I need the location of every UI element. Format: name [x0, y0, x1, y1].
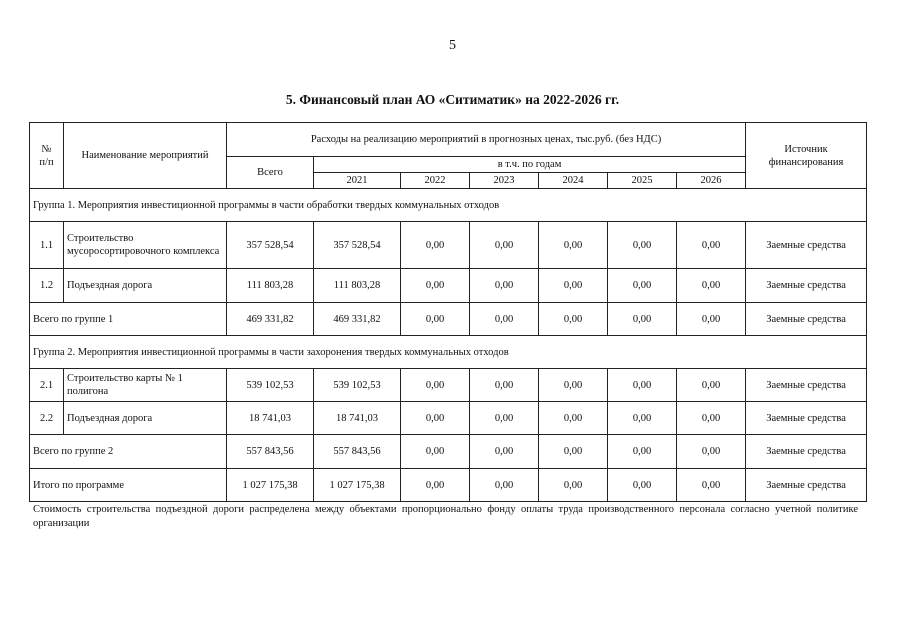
grand-total-year-value: 0,00	[470, 469, 539, 502]
grand-total-label: Итого по программе	[30, 469, 227, 502]
row-name: Подъездная дорога	[64, 269, 227, 303]
row-total: 357 528,54	[227, 222, 314, 269]
row-num: 2.2	[30, 402, 64, 435]
row-year-value: 0,00	[608, 269, 677, 303]
subtotal-year-value: 0,00	[470, 303, 539, 336]
row-year-value: 0,00	[677, 269, 746, 303]
subtotal-year-value: 0,00	[677, 435, 746, 469]
subtotal-year-value: 557 843,56	[314, 435, 401, 469]
row-year-value: 0,00	[539, 402, 608, 435]
row-year-value: 0,00	[470, 222, 539, 269]
subtotal-row	[30, 435, 867, 469]
row-year-value: 0,00	[470, 369, 539, 402]
header-name: Наименование мероприятий	[64, 123, 227, 189]
row-num: 1.1	[30, 222, 64, 269]
row-year-value: 0,00	[677, 369, 746, 402]
header-total: Всего	[227, 157, 314, 189]
row-year-value: 0,00	[539, 269, 608, 303]
row-source: Заемные средства	[746, 369, 867, 402]
header-year: 2024	[539, 173, 608, 189]
table-row	[30, 369, 867, 402]
row-total: 18 741,03	[227, 402, 314, 435]
row-year-value: 0,00	[539, 369, 608, 402]
subtotal-year-value: 0,00	[608, 303, 677, 336]
document-title: 5. Финансовый план АО «Ситиматик» на 2022-2026 гг.	[285, 92, 620, 107]
row-year-value: 0,00	[401, 369, 470, 402]
row-year-value: 0,00	[608, 369, 677, 402]
header-source: Источник финансирования	[746, 123, 867, 189]
grand-total-year-value: 0,00	[539, 469, 608, 502]
header-year: 2025	[608, 173, 677, 189]
subtotal-year-value: 0,00	[401, 435, 470, 469]
grand-total-year-value: 0,00	[401, 469, 470, 502]
table-row	[30, 269, 867, 303]
subtotal-label: Всего по группе 2	[30, 435, 227, 469]
subtotal-year-value: 0,00	[470, 435, 539, 469]
subtotal-total: 469 331,82	[227, 303, 314, 336]
grand-total-year-value: 0,00	[677, 469, 746, 502]
group-title: Группа 1. Мероприятия инвестиционной программы в части обработки твердых коммунальных отходов	[30, 189, 867, 222]
header-year: 2021	[314, 173, 401, 189]
header-year: 2026	[677, 173, 746, 189]
grand-total-source: Заемные средства	[746, 469, 867, 502]
row-year-value: 0,00	[608, 222, 677, 269]
header-year: 2022	[401, 173, 470, 189]
row-year-value: 0,00	[470, 402, 539, 435]
row-year-value: 0,00	[677, 222, 746, 269]
header-num: № п/п	[30, 123, 64, 189]
header-expenses: Расходы на реализацию мероприятий в прогнозных ценах, тыс.руб. (без НДС)	[227, 123, 746, 157]
grand-total-year-value: 1 027 175,38	[314, 469, 401, 502]
subtotal-row	[30, 303, 867, 336]
grand-total-total: 1 027 175,38	[227, 469, 314, 502]
subtotal-year-value: 469 331,82	[314, 303, 401, 336]
subtotal-source: Заемные средства	[746, 303, 867, 336]
row-name: Строительство мусоросортировочного комплекса	[64, 222, 227, 269]
row-num: 1.2	[30, 269, 64, 303]
header-year: 2023	[470, 173, 539, 189]
row-year-value: 0,00	[401, 269, 470, 303]
row-year-value: 0,00	[401, 222, 470, 269]
row-source: Заемные средства	[746, 402, 867, 435]
subtotal-year-value: 0,00	[401, 303, 470, 336]
grand-total-row	[30, 469, 867, 502]
subtotal-year-value: 0,00	[539, 435, 608, 469]
row-name: Подъездная дорога	[64, 402, 227, 435]
grand-total-year-value: 0,00	[608, 469, 677, 502]
row-source: Заемные средства	[746, 222, 867, 269]
row-year-value: 0,00	[470, 269, 539, 303]
footnote: Стоимость строительства подъездной дороги распределена между объектами пропорционально фонду оплаты труда производственного персонала согласно учетной политике организации	[33, 504, 858, 529]
financial-plan-table	[29, 122, 867, 502]
row-source: Заемные средства	[746, 269, 867, 303]
subtotal-label: Всего по группе 1	[30, 303, 227, 336]
row-total: 539 102,53	[227, 369, 314, 402]
row-year-value: 0,00	[539, 222, 608, 269]
page-number: 5	[449, 38, 456, 53]
table-row	[30, 222, 867, 269]
row-year-value: 0,00	[608, 402, 677, 435]
subtotal-year-value: 0,00	[608, 435, 677, 469]
table-row	[30, 402, 867, 435]
subtotal-total: 557 843,56	[227, 435, 314, 469]
row-name: Строительство карты № 1 полигона	[64, 369, 227, 402]
row-year-value: 18 741,03	[314, 402, 401, 435]
row-num: 2.1	[30, 369, 64, 402]
row-total: 111 803,28	[227, 269, 314, 303]
row-year-value: 539 102,53	[314, 369, 401, 402]
row-year-value: 0,00	[677, 402, 746, 435]
row-year-value: 357 528,54	[314, 222, 401, 269]
subtotal-year-value: 0,00	[539, 303, 608, 336]
group-title: Группа 2. Мероприятия инвестиционной программы в части захоронения твердых коммунальных отходов	[30, 336, 867, 369]
subtotal-year-value: 0,00	[677, 303, 746, 336]
header-by-years: в т.ч. по годам	[314, 157, 746, 173]
subtotal-source: Заемные средства	[746, 435, 867, 469]
row-year-value: 0,00	[401, 402, 470, 435]
row-year-value: 111 803,28	[314, 269, 401, 303]
